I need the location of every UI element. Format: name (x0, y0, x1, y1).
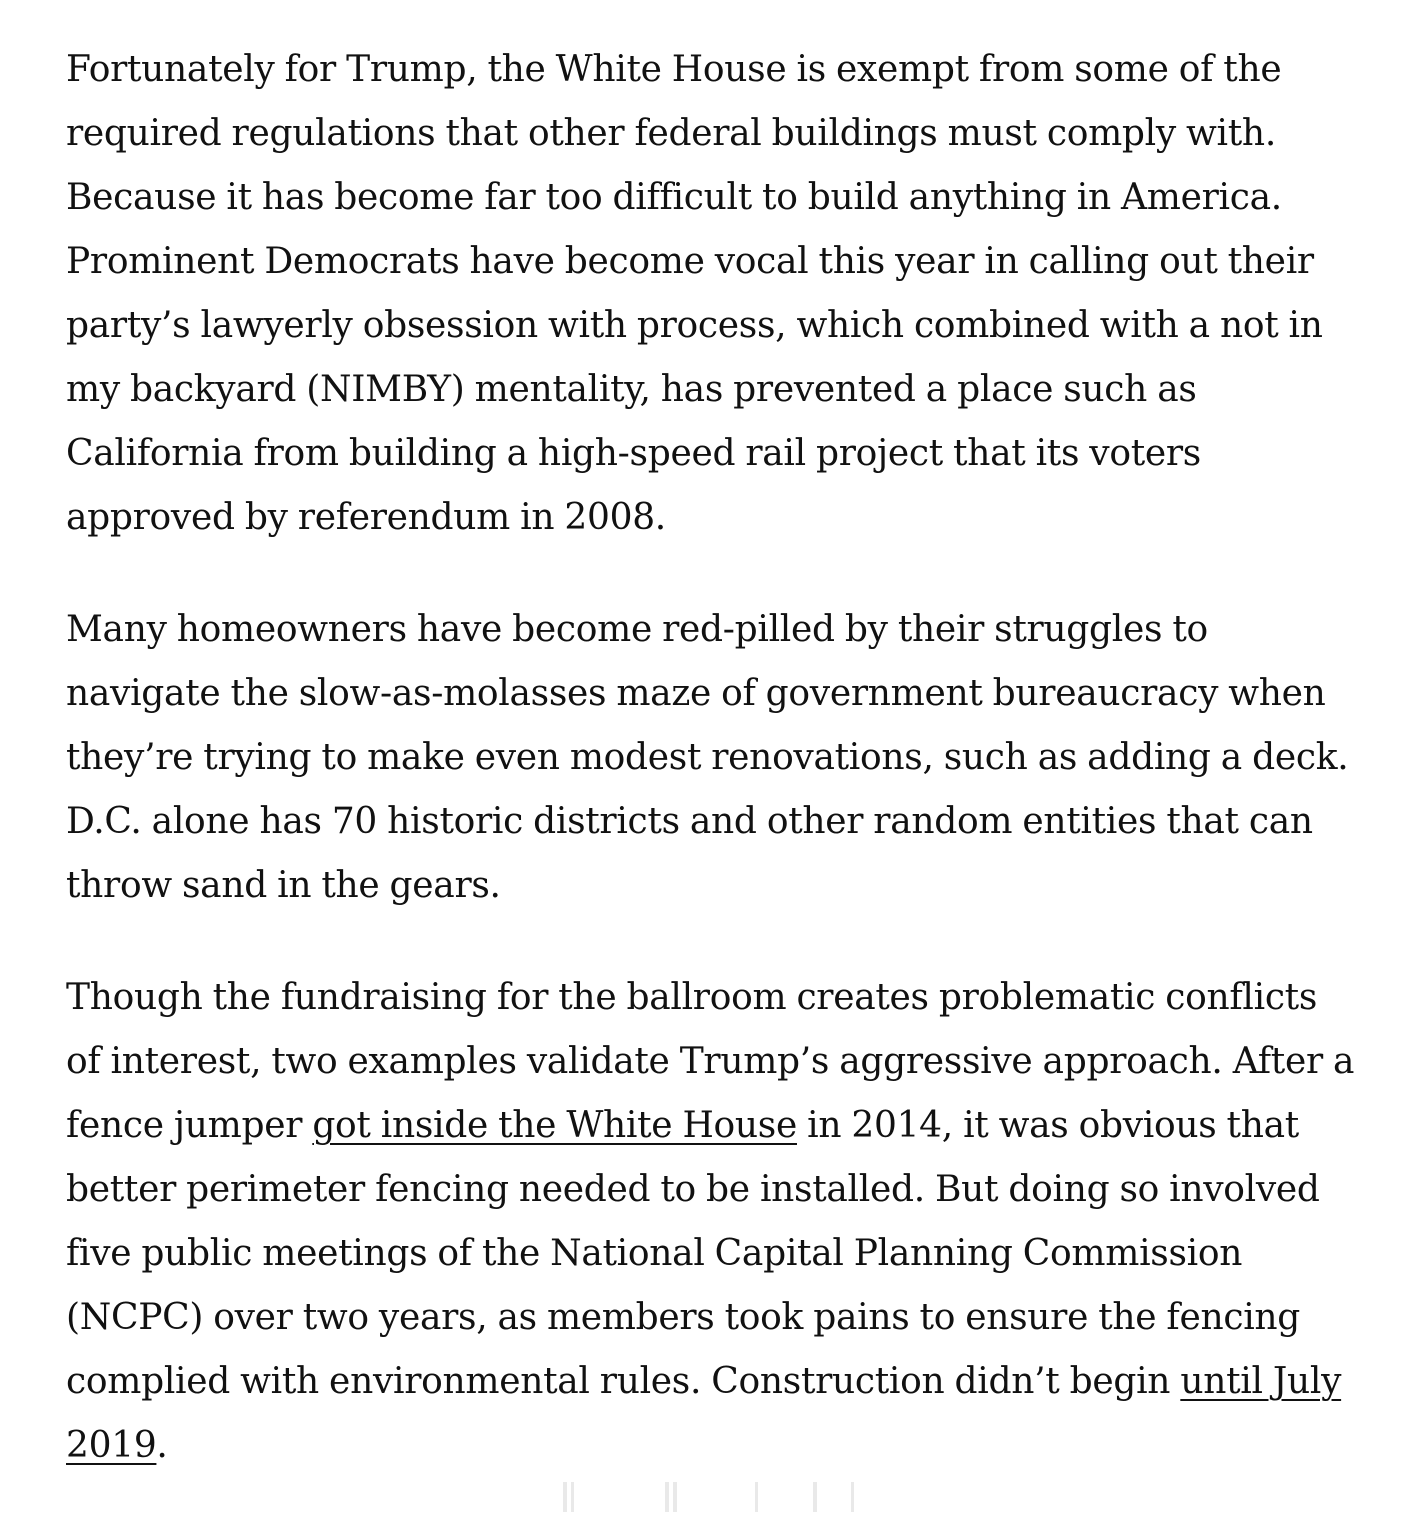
paragraph-text-segment: in 2014, it was obvious that better perimeter fencing needed to be installed. But doing so involved five public meetings of the National Capital Planning Commission (NCPC) over two years, as members took pains to ensure the fencing complied with environmental rules. Construction didn’t begin (66, 1105, 1320, 1402)
link-got-inside-white-house[interactable]: got inside the White House (312, 1105, 797, 1146)
paragraph-fencing-example (66, 966, 1356, 1478)
link-until-july-2019[interactable]: until July 2019 (66, 1361, 1342, 1466)
article-body (66, 38, 1356, 1478)
paragraph-homeowners-bureaucracy: Many homeowners have become red-pilled by their struggles to navigate the slow-as-molasses maze of government bureaucracy when they’re trying to make even modest renovations, such as adding a deck. D.C. alone has 70 historic districts and other random entities that can throw sand in the gears. (66, 609, 1349, 906)
paragraph-white-house-exemption: Fortunately for Trump, the White House is exempt from some of the required regulations that other federal buildings must comply with. Because it has become far too difficult to build anything in America. Prominent Democrats have become vocal this year in calling out their party’s lawyerly obsession with process, which combined with a not in my backyard (NIMBY) mentality, has prevented a place such as California from building a high-speed rail project that its voters approved by referendum in 2008. (66, 49, 1323, 538)
paragraph-text-segment: . (156, 1425, 168, 1466)
watermark-bars-icon (555, 1476, 860, 1516)
paragraph-text-segment: Though the fundraising for the ballroom creates problematic conflicts of interest, two examples validate Trump’s aggressive approach. After a fence jumper (66, 977, 1355, 1146)
